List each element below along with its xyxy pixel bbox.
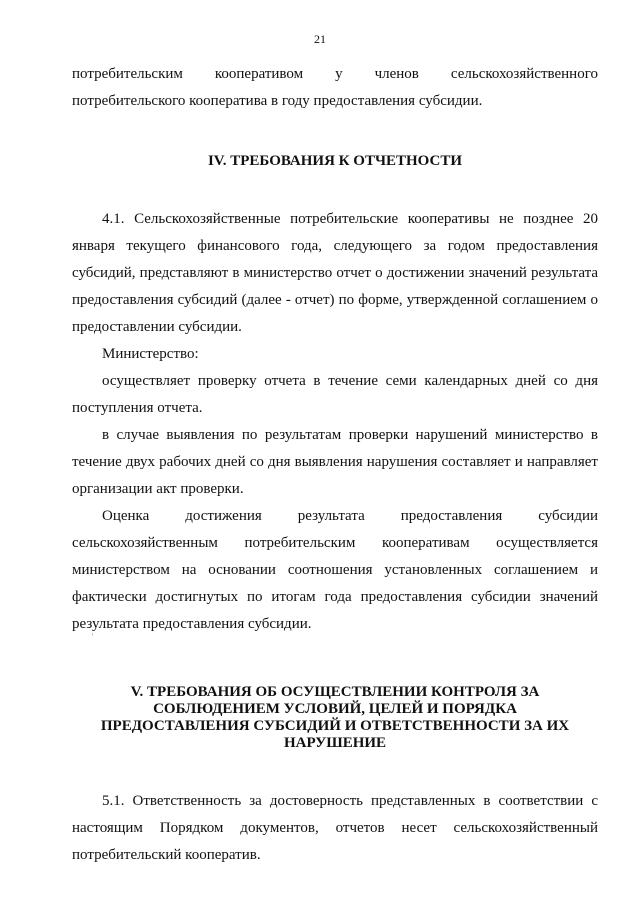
section-5-paragraph-1: 5.1. Ответственность за достоверность представленных в соответствии с настоящим Порядком документов, отчетов несет сельскохозяйственный потребительский кооператив. xyxy=(72,793,598,863)
section-4-paragraph-4: в случае выявления по результатам проверки нарушений министерство в течение двух рабочих дней со дня выявления нарушения составляет и направляет организации акт проверки. xyxy=(72,427,598,497)
section-5-heading: V. ТРЕБОВАНИЯ ОБ ОСУЩЕСТВЛЕНИИ КОНТРОЛЯ ЗА СОБЛЮДЕНИЕМ УСЛОВИЙ, ЦЕЛЕЙ И ПОРЯДКА ПРЕДОСТАВЛЕНИЯ СУБСИДИЙ И ОТВЕТСТВЕННОСТИ ЗА ИХ НАРУШЕНИЕ xyxy=(100,684,570,751)
continued-paragraph: потребительским кооперативом у членов сельскохозяйственного потребительского кооператива в году предоставления субсидии. xyxy=(72,66,598,109)
section-4-paragraph-2: Министерство: xyxy=(102,346,199,362)
section-4-heading: IV. ТРЕБОВАНИЯ К ОТЧЕТНОСТИ xyxy=(207,153,463,169)
section-4-paragraph-3: осуществляет проверку отчета в течение семи календарных дней со дня поступления отчета. xyxy=(72,373,598,416)
document-body xyxy=(72,61,598,869)
scan-artifact xyxy=(92,633,93,636)
page-number: 21 xyxy=(314,32,326,46)
section-4-paragraph-1: 4.1. Сельскохозяйственные потребительские кооперативы не позднее 20 января текущего финансового года, следующего за годом предоставления субсидий, представляют в министерство отчет о достижении значений результата предоставления субсидий (далее - отчет) по форме, утвержденной соглашением о предоставлении субсидии. xyxy=(72,211,598,335)
section-4-paragraph-5: Оценка достижения результата предоставления субсидии сельскохозяйственным потребительским кооперативам осуществляется министерством на основании соотношения установленных соглашением и фактически достигнутых по итогам года предоставления субсидии значений результата предоставления субсидии. xyxy=(72,508,598,632)
